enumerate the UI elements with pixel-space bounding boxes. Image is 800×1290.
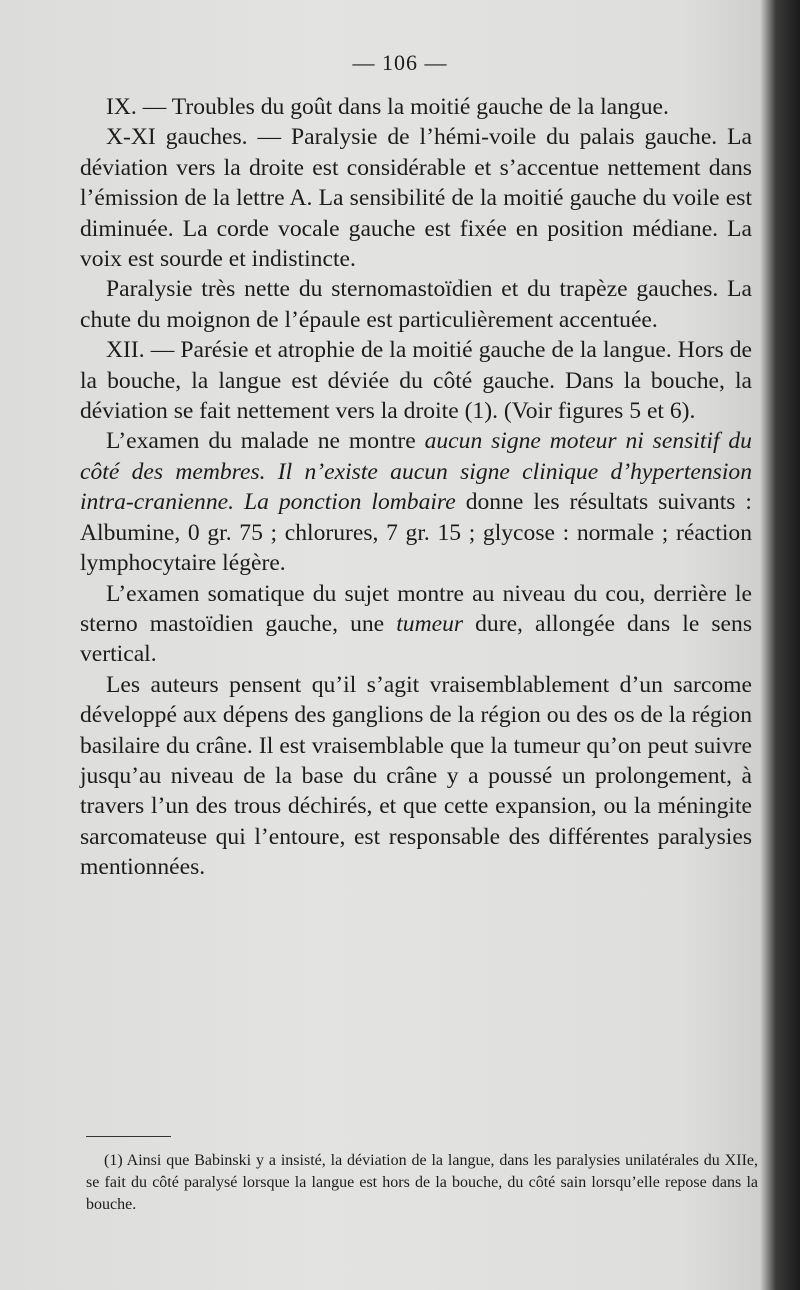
paragraph-examen	[80, 426, 752, 578]
paragraph-ix: IX. — Troubles du goût dans la moitié gauche de la langue.	[106, 94, 669, 120]
somatique-text-italic: tumeur	[396, 610, 464, 637]
paragraph-x-xi: X-XI gauches. — Paralysie de l’hémi-voile du palais gauche. La déviation vers la droite est considérable et s’accentue nettement dans l’émission de la lettre A. La sensibilité de la moitié gauche du voile est diminuée. La corde vocale gauche est fixée en position médiane. La voix est sourde et indistincte.	[80, 124, 752, 273]
examen-text-a: L’examen du malade ne montre	[106, 428, 425, 455]
somatique-text-c: dure, allongée dans le sens vertical.	[80, 610, 753, 668]
paragraph-somatique	[80, 579, 752, 670]
somatique-text-a: L’examen somatique du sujet montre au niveau du cou, derrière le sterno mastoïdien gauche, une	[80, 580, 752, 637]
paragraph-sternomastoid: Paralysie très nette du sternomastoïdien et du trapèze gauches. La chute du moignon de l’épaule est particulièrement accentuée.	[80, 276, 752, 333]
examen-text-c: donne les résultats suivants : Albumine, 0 gr. 75 ; chlorures, 7 gr. 15 ; glycose : normale ; réaction lymphocytaire légère.	[80, 489, 752, 577]
paragraph-xii: XII. — Parésie et atrophie de la moitié gauche de la langue. Hors de la bouche, la langue est déviée du côté gauche. Dans la bouche, la déviation se fait nettement vers la droite (1). (Voir figures 5 et 6).	[80, 337, 752, 425]
page-number: — 106 —	[352, 50, 448, 75]
paragraph-auteurs: Les auteurs pensent qu’il s’agit vraisemblablement d’un sarcome développé aux dépens des ganglions de la région ou des os de la région basilaire du crâne. Il est vraisemblable que la tumeur qu’on peut suivre jusqu’au niveau de la base du crâne y a poussé un prolongement, à travers l’un des trous déchirés, et que cette expansion, ou la méningite sarcomateuse qui l’entoure, est responsable des différentes paralysies mentionnées.	[80, 671, 752, 881]
footnote	[86, 1150, 758, 1216]
footnote-text: (1) Ainsi que Babinski y a insisté, la déviation de la langue, dans les paralysies unilatérales du XIIe, se fait du côté paralysé lorsque la langue est hors de la bouche, du côté sain lorsqu’elle repose dans la bouche.	[86, 1152, 758, 1213]
footnote-rule	[86, 1136, 171, 1137]
body-text	[80, 92, 752, 883]
examen-text-italic: aucun signe moteur ni sensitif du côté des membres. Il n’existe aucun signe clinique d’hypertension intra-cranienne. La ponction lombaire	[80, 428, 752, 516]
